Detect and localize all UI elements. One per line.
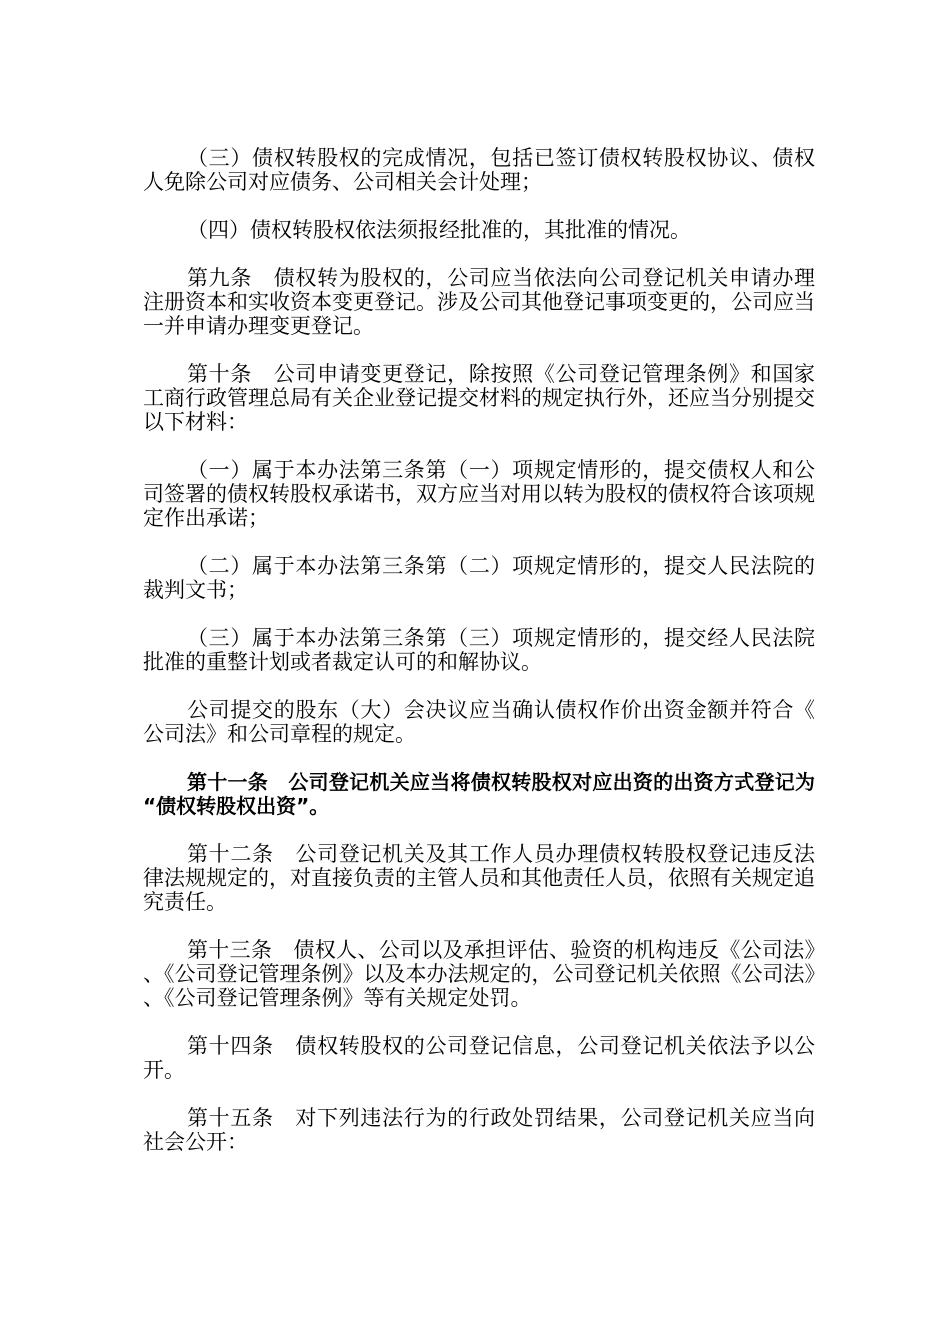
article-10-paragraph: 第十条 公司申请变更登记，除按照《公司登记管理条例》和国家工商行政管理总局有关企业登记提交材料的规定执行外，还应当分别提交以下材料： [143, 362, 815, 434]
article-10-item-2: （二）属于本办法第三条第（二）项规定情形的，提交人民法院的裁判文书； [143, 554, 815, 602]
article-15-paragraph: 第十五条 对下列违法行为的行政处罚结果，公司登记机关应当向社会公开： [143, 1106, 815, 1154]
article-10-item-1: （一）属于本办法第三条第（一）项规定情形的，提交债权人和公司签署的债权转股权承诺书，双方应当对用以转为股权的债权符合该项规定作出承诺； [143, 458, 815, 530]
article-14-paragraph: 第十四条 债权转股权的公司登记信息，公司登记机关依法予以公开。 [143, 1034, 815, 1082]
article-10-item-3: （三）属于本办法第三条第（三）项规定情形的，提交经人民法院批准的重整计划或者裁定认可的和解协议。 [143, 626, 815, 674]
document-page [143, 146, 815, 1178]
paragraph-item-4-approval: （四）债权转股权依法须报经批准的，其批准的情况。 [187, 218, 691, 242]
article-9-paragraph: 第九条 债权转为股权的，公司应当依法向公司登记机关申请办理注册资本和实收资本变更登记。涉及公司其他登记事项变更的，公司应当一并申请办理变更登记。 [143, 266, 815, 338]
paragraph-item-3-completion: （三）债权转股权的完成情况，包括已签订债权转股权协议、债权人免除公司对应债务、公司相关会计处理； [143, 146, 815, 194]
shareholder-resolution-paragraph: 公司提交的股东（大）会决议应当确认债权作价出资金额并符合《公司法》和公司章程的规定。 [143, 698, 815, 746]
article-12-paragraph: 第十二条 公司登记机关及其工作人员办理债权转股权登记违反法律法规规定的，对直接负责的主管人员和其他责任人员，依照有关规定追究责任。 [143, 842, 815, 914]
article-11-paragraph: 第十一条 公司登记机关应当将债权转股权对应出资的出资方式登记为“债权转股权出资”。 [143, 770, 815, 818]
article-13-paragraph: 第十三条 债权人、公司以及承担评估、验资的机构违反《公司法》、《公司登记管理条例》以及本办法规定的，公司登记机关依照《公司法》、《公司登记管理条例》等有关规定处罚。 [143, 938, 815, 1010]
